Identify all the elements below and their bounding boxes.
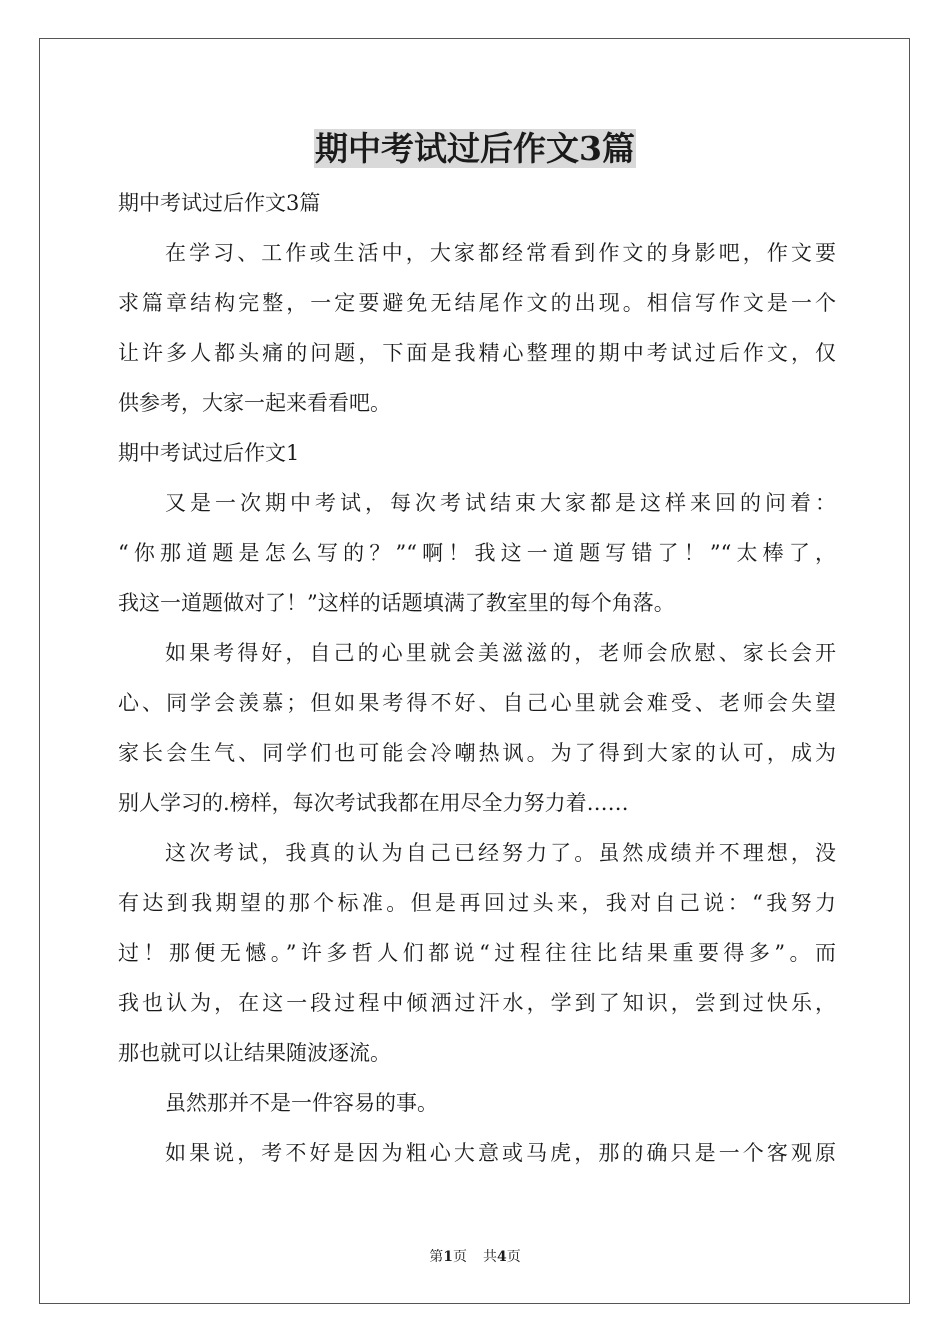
total-prefix: 共 bbox=[483, 1249, 497, 1265]
text-line: 别人学习的.榜样，每次考试我都在用尽全力努力着…… bbox=[118, 791, 629, 815]
text-line: 如果说，考不好是因为粗心大意或马虎，那的确只是一个客观原 bbox=[165, 1141, 836, 1165]
text-line: 有达到我期望的那个标准。但是再回过头来，我对自己说：“我努力 bbox=[118, 891, 836, 915]
text-line: 我这一道题做对了！”这样的话题填满了教室里的每个角落。 bbox=[118, 591, 675, 615]
text-line: 这次考试，我真的认为自己已经努力了。虽然成绩并不理想，没 bbox=[165, 841, 836, 865]
text-line: 如果考得好，自己的心里就会美滋滋的，老师会欣慰、家长会开 bbox=[165, 641, 836, 665]
text-line: 过！那便无憾。”许多哲人们都说“过程往往比结果重要得多”。而 bbox=[118, 941, 836, 965]
text-line: 让许多人都头痛的问题，下面是我精心整理的期中考试过后作文，仅 bbox=[118, 341, 836, 365]
text-line: 期中考试过后作文3篇 bbox=[118, 191, 321, 215]
text-line: 又是一次期中考试，每次考试结束大家都是这样来回的问着： bbox=[165, 491, 836, 515]
text-line: 我也认为，在这一段过程中倾洒过汗水，学到了知识，尝到过快乐， bbox=[118, 991, 836, 1015]
text-line: 家长会生气、同学们也可能会冷嘲热讽。为了得到大家的认可，成为 bbox=[118, 741, 836, 765]
page-prefix: 第 bbox=[429, 1249, 444, 1265]
total-suffix: 页 bbox=[506, 1249, 521, 1265]
document-body bbox=[118, 178, 836, 1178]
text-line: 在学习、工作或生活中，大家都经常看到作文的身影吧，作文要 bbox=[165, 241, 836, 265]
document-title-text: 期中考试过后作文3篇 bbox=[315, 129, 635, 168]
page-number: 1 bbox=[443, 1249, 453, 1265]
text-line: 供参考，大家一起来看看吧。 bbox=[118, 391, 391, 415]
text-line: 虽然那并不是一件容易的事。 bbox=[165, 1091, 438, 1115]
text-line: 那也就可以让结果随波逐流。 bbox=[118, 1041, 391, 1065]
total-pages: 4 bbox=[497, 1249, 507, 1265]
text-line: 求篇章结构完整，一定要避免无结尾作文的出现。相信写作文是一个 bbox=[118, 291, 836, 315]
text-line: “你那道题是怎么写的？”“啊！我这一道题写错了！”“太棒了， bbox=[118, 541, 836, 565]
page-suffix: 页 bbox=[453, 1249, 467, 1265]
document-title bbox=[0, 128, 950, 170]
page-footer bbox=[0, 1248, 950, 1266]
text-line: 期中考试过后作文1 bbox=[118, 441, 300, 465]
text-line: 心、同学会羡慕；但如果考得不好、自己心里就会难受、老师会失望 bbox=[118, 691, 836, 715]
